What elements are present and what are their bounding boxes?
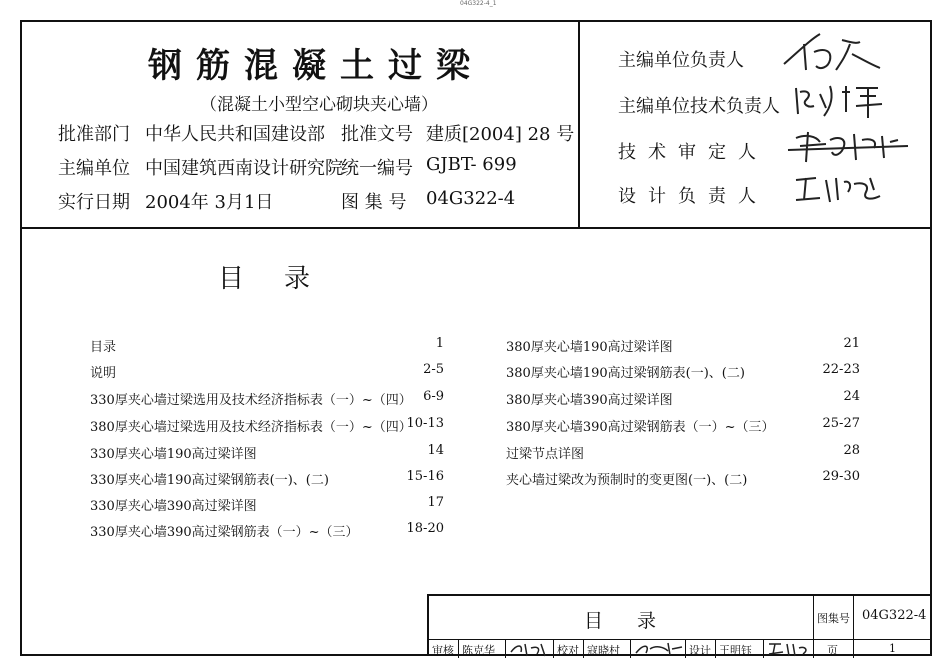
approval-dept-label: 批准部门 xyxy=(58,124,130,145)
title-block-cell-line xyxy=(583,639,584,658)
approval-dept-value: 中华人民共和国建设部 xyxy=(145,124,325,145)
unified-no-value: GJBT- 699 xyxy=(426,154,517,175)
atlas-no-label: 图集号 xyxy=(817,612,850,625)
atlas-no-value: 04G322-4 xyxy=(426,188,516,209)
chief-unit-value: 中国建筑西南设计研究院 xyxy=(145,158,343,179)
toc-page: 28 xyxy=(843,443,860,458)
header-divider xyxy=(20,227,932,229)
title-block-cell-line xyxy=(630,639,631,658)
title-block-column-line xyxy=(853,596,854,658)
effective-date-value: 2004年 3月1日 xyxy=(145,192,274,213)
toc-item[interactable]: 330厚夹心墙390高过梁详图 xyxy=(90,499,257,514)
toc-page: 29-30 xyxy=(822,469,860,484)
chief-unit-head-label: 主编单位负责人 xyxy=(618,50,744,71)
toc-page: 17 xyxy=(427,495,444,510)
reviewer-name: 陈克华 xyxy=(462,644,495,657)
signature-designer xyxy=(767,640,811,658)
approval-doc-label: 批准文号 xyxy=(341,124,413,145)
toc-page: 6-9 xyxy=(423,389,444,404)
toc-page: 25-27 xyxy=(822,416,860,431)
title-block-cell-line xyxy=(458,639,459,658)
review-label: 审核 xyxy=(432,644,454,657)
page-label: 页 xyxy=(827,644,838,657)
subtitle: （混凝土小型空心砌块夹心墙） xyxy=(200,95,438,115)
title-block-cell-line xyxy=(553,639,554,658)
toc-item[interactable]: 330厚夹心墙390高过梁钢筋表（一）~（三） xyxy=(90,525,359,540)
effective-date-label: 实行日期 xyxy=(58,192,130,213)
signature-checker xyxy=(634,639,684,658)
toc-item[interactable]: 380厚夹心墙390高过梁钢筋表（一）~（三） xyxy=(506,420,775,435)
header-column-divider xyxy=(578,20,580,228)
toc-page: 24 xyxy=(843,389,860,404)
page-number: 1 xyxy=(889,642,896,655)
title-block-cell-line xyxy=(505,639,506,658)
title-block-column-line xyxy=(813,596,814,658)
signature-technical-review xyxy=(786,124,910,168)
signature-reviewer xyxy=(509,640,551,658)
designer-name: 王明钰 xyxy=(719,644,752,657)
toc-page: 10-13 xyxy=(406,416,444,431)
toc-page: 2-5 xyxy=(423,362,444,377)
check-label: 校对 xyxy=(557,644,579,657)
toc-item[interactable]: 380厚夹心墙390高过梁详图 xyxy=(506,393,673,408)
signature-tech-head xyxy=(790,78,890,122)
toc-item[interactable]: 380厚夹心墙190高过梁详图 xyxy=(506,340,673,355)
toc-item[interactable]: 380厚夹心墙过梁选用及技术经济指标表（一）~（四） xyxy=(90,420,412,435)
approval-doc-value: 建质[2004] 28 号 xyxy=(426,124,575,145)
toc-page: 14 xyxy=(427,443,444,458)
title-block-cell-line xyxy=(715,639,716,658)
toc-item[interactable]: 330厚夹心墙190高过梁详图 xyxy=(90,447,257,462)
toc-item[interactable]: 目录 xyxy=(90,340,117,355)
unified-no-label: 统一编号 xyxy=(341,158,413,179)
design-label: 设计 xyxy=(689,644,711,657)
toc-item[interactable]: 过梁节点详图 xyxy=(506,447,585,462)
page-code: 04G322-4_1 xyxy=(460,0,497,7)
title-block-cell-line xyxy=(685,639,686,658)
toc-item[interactable]: 380厚夹心墙190高过梁钢筋表(一)、(二) xyxy=(506,366,745,381)
design-lead-label: 设计负责人 xyxy=(618,186,768,207)
main-title: 钢筋混凝土过梁 xyxy=(148,46,484,86)
atlas-no-label: 图 集 号 xyxy=(341,192,407,213)
title-block-cell-line xyxy=(763,639,764,658)
toc-page: 22-23 xyxy=(822,362,860,377)
checker-name: 寇晓村 xyxy=(587,644,620,657)
signature-design-lead xyxy=(792,170,892,210)
atlas-no-value: 04G322-4 xyxy=(862,608,927,623)
signature-chief-unit-head xyxy=(780,30,890,76)
toc-item[interactable]: 夹心墙过梁改为预制时的变更图(一)、(二) xyxy=(506,473,748,488)
technical-review-label: 技术审定人 xyxy=(618,142,768,163)
toc-item[interactable]: 330厚夹心墙过梁选用及技术经济指标表（一）~（四） xyxy=(90,393,412,408)
toc-heading: 目录 xyxy=(218,264,351,294)
toc-page: 18-20 xyxy=(406,521,444,536)
title-block xyxy=(427,594,932,656)
chief-unit-tech-head-label: 主编单位技术负责人 xyxy=(618,96,780,117)
title-block-title: 目录 xyxy=(584,610,691,632)
toc-page: 21 xyxy=(843,336,860,351)
chief-unit-label: 主编单位 xyxy=(58,158,130,179)
toc-page: 1 xyxy=(435,336,444,351)
toc-page: 15-16 xyxy=(406,469,444,484)
toc-item[interactable]: 说明 xyxy=(90,366,117,381)
toc-item[interactable]: 330厚夹心墙190高过梁钢筋表(一)、(二) xyxy=(90,473,329,488)
